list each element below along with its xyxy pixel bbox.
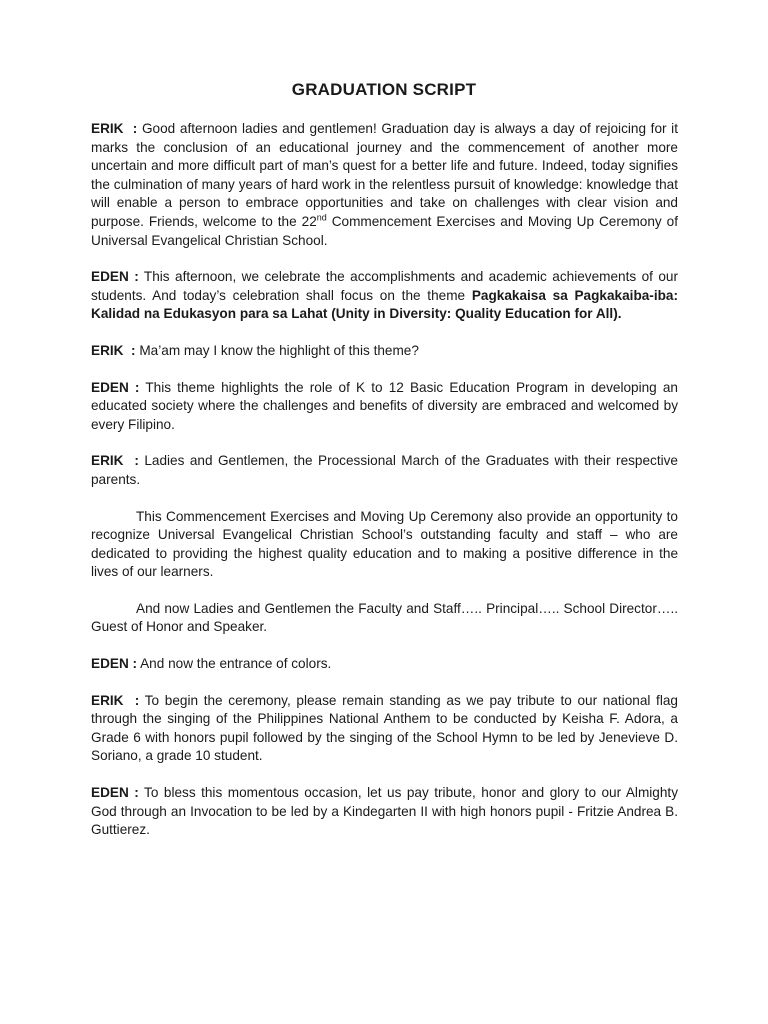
paragraph-eden-theme <box>91 268 678 324</box>
script-body <box>91 120 678 858</box>
paragraph-text: And now the entrance of colors. <box>137 656 332 672</box>
page-title: GRADUATION SCRIPT <box>291 80 477 99</box>
speaker-label: EDEN : <box>91 269 139 285</box>
theme-text: Pagkakaisa sa Pagkakaiba-iba: Kalidad na Edukasyon para sa Lahat (Unity in Diversity: Quality Education for All). <box>91 287 679 322</box>
speaker-label: ERIK : <box>91 453 139 469</box>
paragraph-text: Ladies and Gentlemen, the Processional March of the Graduates with their respective parents. <box>91 453 678 487</box>
paragraph-erik-welcome <box>91 120 678 250</box>
paragraph-eden-invocation <box>91 784 678 840</box>
ordinal-suffix: nd <box>316 212 327 223</box>
speaker-label: EDEN : <box>91 379 140 395</box>
speaker-label: ERIK : <box>91 121 138 136</box>
paragraph-text: This afternoon, we celebrate the accomplishments and academic achievements of our students. And today’s celebration shall focus on the theme <box>91 269 678 303</box>
paragraph-text-cont: Commencement Exercises and Moving Up Ceremony of Universal Evangelical Christian School. <box>91 213 678 248</box>
paragraph-eden-colors <box>91 655 678 674</box>
paragraph-text: This theme highlights the role of K to 12 Basic Education Program in developing an educated society where the challenges and benefits of diversity are embraced and welcomed by every Filipino. <box>91 379 678 432</box>
speaker-label: ERIK : <box>91 342 136 358</box>
paragraph-erik-processional <box>91 452 678 489</box>
paragraph-text: To bless this momentous occasion, let us pay tribute, honor and glory to our Almighty God through an Invocation to be led by a Kindegarten II with high honors pupil - Fritzie Andrea B. Guttierez. <box>91 785 678 838</box>
speaker-label: EDEN : <box>91 656 138 672</box>
paragraph-faculty: And now Ladies and Gentlemen the Faculty and Staff….. Principal….. School Director….. Guest of Honor and Speaker. <box>91 600 678 635</box>
paragraph-eden-highlight <box>91 379 678 435</box>
paragraph-text: To begin the ceremony, please remain standing as we pay tribute to our national flag through the singing of the Philippines National Anthem to be conducted by Keisha F. Adora, a Grade 6 with honors pupil followed by the singing of the School Hymn to be led by Jenevieve D. Soriano, a grade 10 student. <box>91 692 678 764</box>
paragraph-recognition: This Commencement Exercises and Moving Up Ceremony also provide an opportunity to recognize Universal Evangelical Christian School’s outstanding faculty and staff – who are dedicated to providing the highest quality education and to making a positive difference in the lives of our learners. <box>91 508 678 580</box>
paragraph-erik-question <box>91 342 678 361</box>
paragraph-text: Good afternoon ladies and gentlemen! Graduation day is always a day of rejoicing for it marks the conclusion of an educational journey and the commencement of another more uncertain and more difficult part of man’s quest for a better life and future. Indeed, today signifies the culmination of many years of hard work in the relentless pursuit of knowledge: knowledge that will enable a person to embrace opportunities and take on challenges with clear vision and purpose. Friends, welcome to the 22 <box>91 121 678 229</box>
paragraph-erik-anthem <box>91 692 678 766</box>
speaker-label: EDEN : <box>91 785 139 801</box>
speaker-label: ERIK : <box>91 692 140 708</box>
paragraph-text: Ma’am may I know the highlight of this theme? <box>135 342 419 358</box>
